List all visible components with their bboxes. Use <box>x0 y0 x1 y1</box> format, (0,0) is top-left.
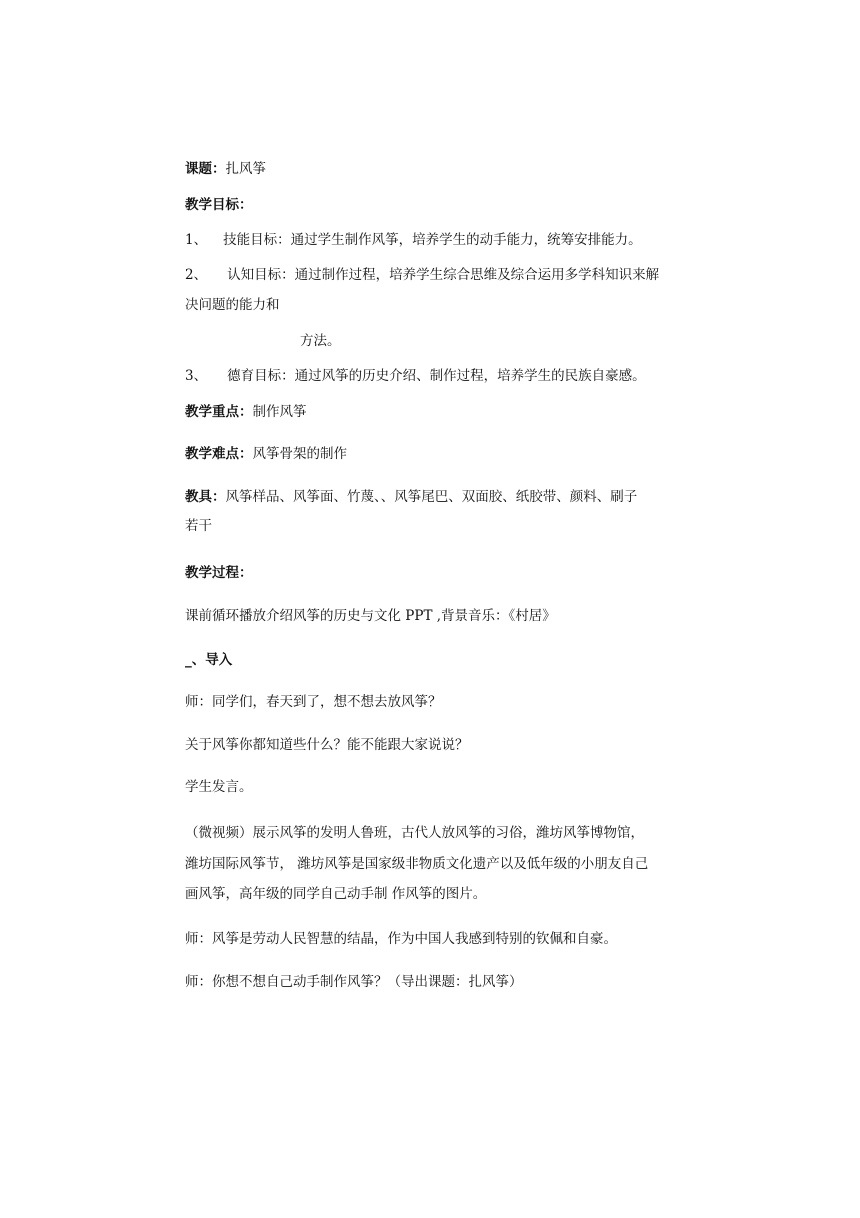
section-heading-intro: _、导入 <box>185 652 233 668</box>
topic-value: 扎风筝 <box>225 161 266 177</box>
process-heading: 教学过程： <box>185 565 253 581</box>
topic-label: 课题： <box>185 161 226 177</box>
process-pre: 课前循环播放介绍风筝的历史与文化 PPT ,背景音乐：《村居》 <box>185 608 556 624</box>
paragraph: 关于风筝你都知道些什么？能不能跟大家说说？ <box>185 737 469 753</box>
paragraph-line: （微视频）展示风筝的发明人鲁班，古代人放风筝的习俗，潍坊风筝博物馆， <box>185 825 644 841</box>
objective-num: 2、 <box>185 267 208 283</box>
paragraph: 学生发言。 <box>185 779 253 795</box>
tools-cont: 若干 <box>185 518 212 534</box>
objective-item-2-cont: 决问题的能力和 <box>185 297 280 313</box>
objective-item-1 <box>185 231 642 249</box>
tools-value: 风筝样品、风筝面、竹蔑、、风筝尾巴、双面胶、纸胶带、颜料、刷子 <box>225 489 638 505</box>
objectives-heading: 教学目标： <box>185 197 253 213</box>
paragraph-line: 画风筝，高年级的同学自己动手制 作风筝的图片。 <box>185 886 487 902</box>
difficulty-label: 教学难点： <box>185 446 253 462</box>
difficulty-value: 风筝骨架的制作 <box>252 446 347 462</box>
objective-item-2-cont2: 方法。 <box>300 333 341 349</box>
topic-line <box>185 160 266 178</box>
paragraph: 师：同学们，春天到了，想不想去放风筝？ <box>185 694 442 710</box>
objective-text: 技能目标：通过学生制作风筝，培养学生的动手能力，统筹安排能力。 <box>223 232 642 248</box>
tools-line <box>185 488 637 506</box>
key-point-value: 制作风筝 <box>252 404 307 420</box>
tools-label: 教具： <box>185 489 226 505</box>
objective-num: 3、 <box>185 368 208 384</box>
objective-item-2 <box>185 266 659 284</box>
objective-num: 1、 <box>185 232 208 248</box>
paragraph-line: 潍坊国际风筝节， 潍坊风筝是国家级非物质文化遗产以及低年级的小朋友自己 <box>185 856 649 872</box>
objective-text: 认知目标：通过制作过程，培养学生综合思维及综合运用多学科知识来解 <box>227 267 660 283</box>
paragraph: 师：你想不想自己动手制作风筝？（导出课题：扎风筝） <box>185 974 523 990</box>
difficulty-line <box>185 445 347 463</box>
key-point-line <box>185 403 307 421</box>
objective-text: 德育目标：通过风筝的历史介绍、制作过程，培养学生的民族自豪感。 <box>227 368 646 384</box>
paragraph: 师：风筝是劳动人民智慧的结晶，作为中国人我感到特别的钦佩和自豪。 <box>185 931 617 947</box>
objective-item-3 <box>185 367 646 385</box>
key-point-label: 教学重点： <box>185 404 253 420</box>
